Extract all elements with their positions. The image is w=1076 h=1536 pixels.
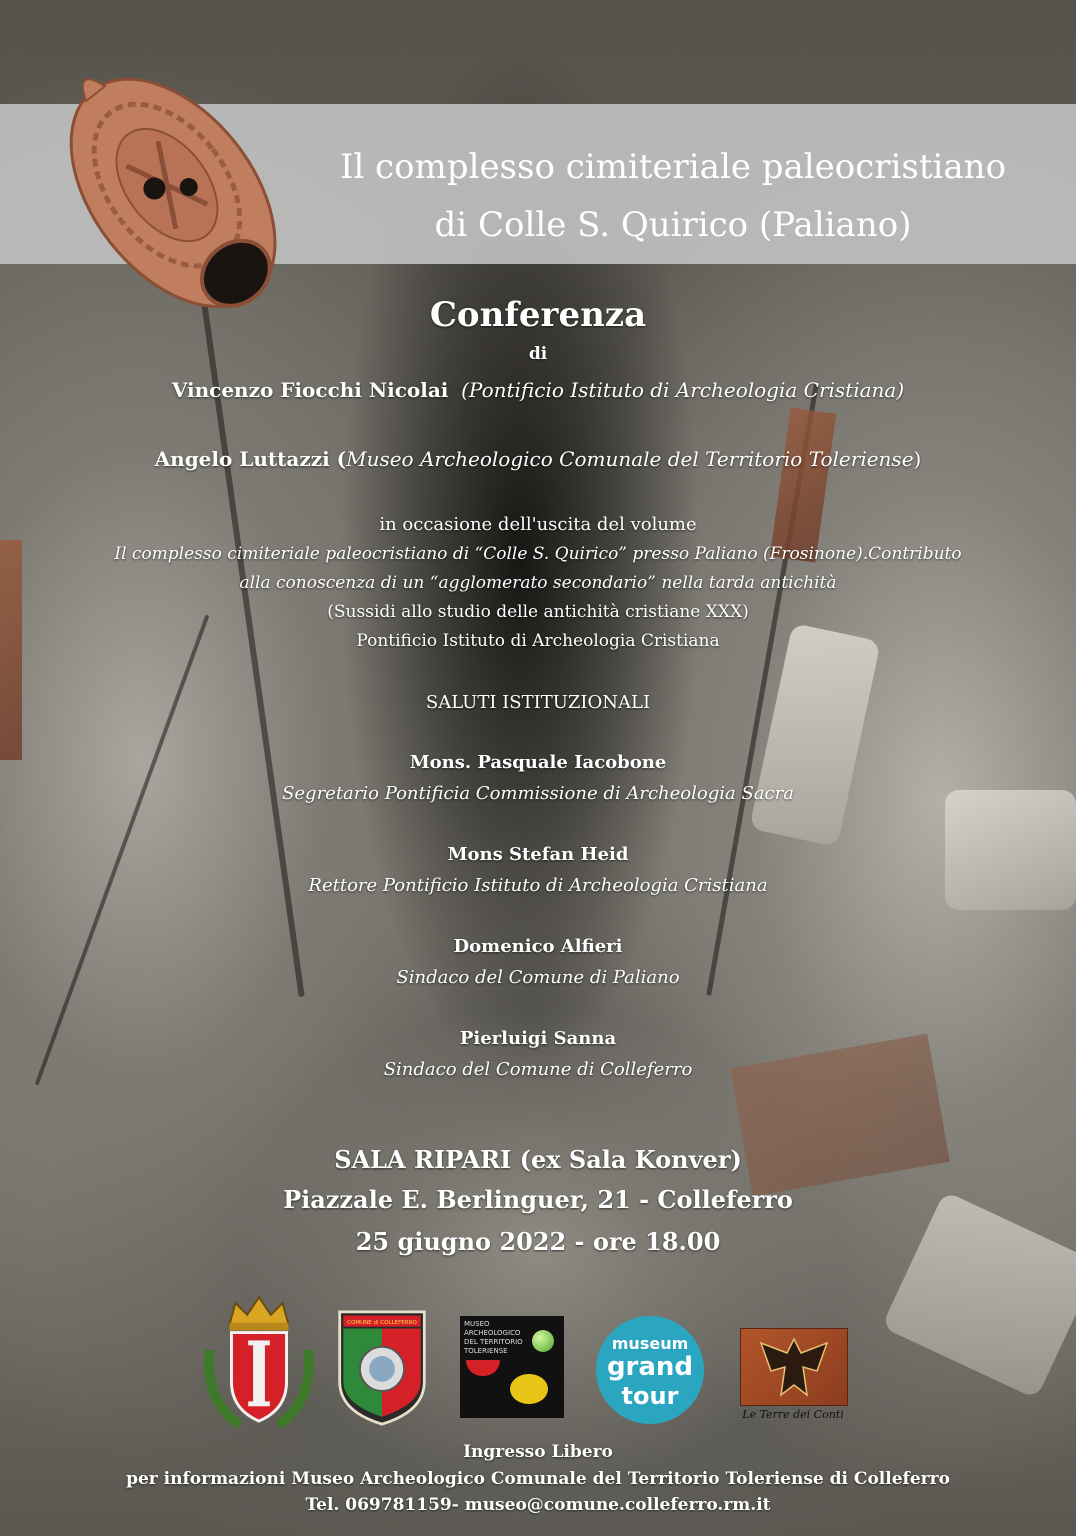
- museum-toleriense-logo: [460, 1316, 564, 1418]
- title-line-2: di Colle S. Quirico (Paliano): [434, 205, 912, 245]
- volume-series: (Sussidi allo studio delle antichità cristiane XXX): [327, 602, 749, 622]
- greeting-role-3: Sindaco del Comune di Paliano: [396, 967, 680, 988]
- speaker-2-name: Angelo Luttazzi (: [154, 447, 347, 471]
- red-bowl-icon: [466, 1360, 500, 1376]
- footer-info: per informazioni Museo Archeologico Comunale del Territorio Toleriense di Colleferro: [126, 1469, 950, 1489]
- greeting-name-4: Pierluigi Sanna: [459, 1028, 617, 1049]
- colleferro-coat-of-arms-icon: [336, 1308, 428, 1428]
- terre-dei-conti-logo: [738, 1328, 848, 1428]
- speaker-1-name: Vincenzo Fiocchi Nicolai: [171, 378, 449, 402]
- venue-hall: SALA RIPARI (ex Sala Konver): [334, 1145, 742, 1174]
- museum-grand-tour-logo: [596, 1316, 704, 1424]
- greeting-name-2: Mons Stefan Heid: [447, 844, 629, 865]
- greeting-name-3: Domenico Alfieri: [453, 936, 623, 957]
- greeting-role-2: Rettore Pontificio Istituto di Archeologia Cristiana: [308, 875, 768, 896]
- footer-entry: Ingresso Libero: [463, 1442, 613, 1462]
- mgt-line-2: grand: [606, 1352, 694, 1382]
- speaker-1: [20, 378, 1056, 402]
- greeting-name-1: Mons. Pasquale Iacobone: [409, 752, 667, 773]
- speaker-2: [20, 447, 1056, 471]
- colleferro-banner-text: COMUNE di COLLEFERRO: [347, 1319, 417, 1326]
- background-brick: [770, 408, 836, 563]
- volume-title-line-1: Il complesso cimiteriale paleocristiano di “Colle S. Quirico” presso Paliano (Frosinone).Contributo: [114, 544, 962, 564]
- terre-caption: Le Terre dei Conti: [742, 1408, 844, 1421]
- volume-title-line-2: alla conoscenza di un “agglomerato secondario” nella tarda antichità: [239, 573, 837, 593]
- speaker-2-org: Museo Archeologico Comunale del Territorio Toleriense: [346, 447, 914, 471]
- page-title: [300, 138, 1046, 254]
- event-by: di: [528, 344, 548, 364]
- speaker-2-close: ): [913, 447, 922, 471]
- event-type: Conferenza: [429, 295, 647, 335]
- footer-contact: Tel. 069781159- museo@comune.colleferro.rm.it: [305, 1495, 771, 1515]
- mgt-line-1: museum: [611, 1334, 689, 1353]
- background-brick: [0, 540, 22, 760]
- greeting-role-1: Segretario Pontificia Commissione di Archeologia Sacra: [282, 783, 794, 804]
- eagle-icon: [741, 1329, 847, 1405]
- paliano-coat-of-arms-icon: [200, 1290, 318, 1440]
- speaker-1-org: (Pontificio Istituto di Archeologia Cristiana): [461, 378, 905, 402]
- venue-datetime: 25 giugno 2022 - ore 18.00: [355, 1227, 721, 1256]
- sponsor-logos: [0, 1290, 1076, 1440]
- museum-toleriense-text: MUSEO ARCHEOLOGICO DEL TERRITORIO TOLERIENSE: [464, 1320, 523, 1355]
- yellow-disc-icon: [510, 1374, 548, 1404]
- greeting-role-4: Sindaco del Comune di Colleferro: [383, 1059, 693, 1080]
- title-line-1: Il complesso cimiteriale paleocristiano: [339, 147, 1007, 187]
- green-sphere-icon: [532, 1330, 554, 1352]
- venue-address: Piazzale E. Berlinguer, 21 - Colleferro: [283, 1185, 793, 1214]
- eagle-emblem-icon: [740, 1328, 848, 1406]
- volume-intro: in occasione dell'uscita del volume: [379, 514, 697, 535]
- volume-publisher: Pontificio Istituto di Archeologia Cristiana: [356, 631, 720, 651]
- mgt-line-3: tour: [621, 1382, 679, 1410]
- greetings-heading: SALUTI ISTITUZIONALI: [425, 692, 651, 713]
